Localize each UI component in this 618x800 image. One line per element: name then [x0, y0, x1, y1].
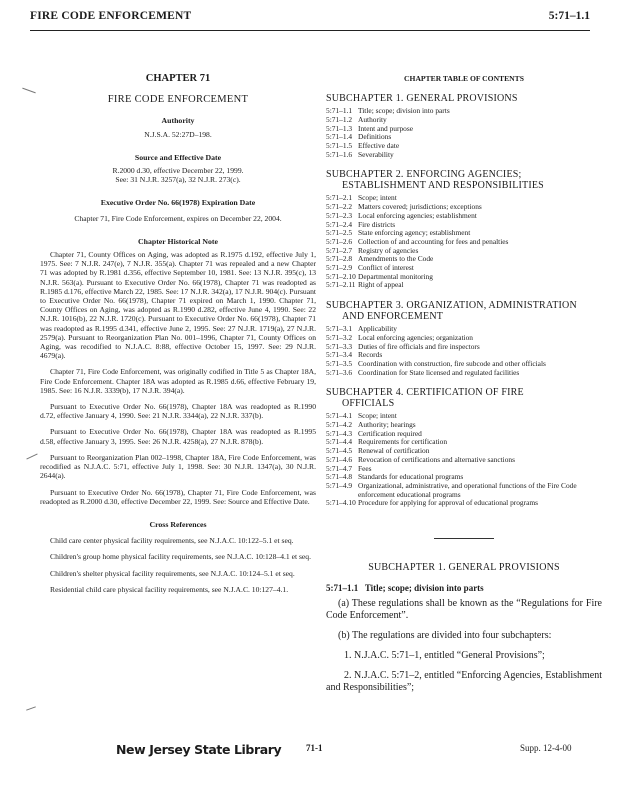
toc-subchapter-2-line-2: ESTABLISHMENT AND RESPONSIBILITIES: [342, 180, 544, 192]
toc-entry-title: Matters covered; jurisdictions; exceptions: [358, 202, 482, 212]
toc-entry-number: 5:71–2.2: [326, 202, 353, 212]
cross-reference-item: Residential child care physical facility requirements, see N.J.A.C. 10:127–4.1.: [50, 584, 289, 594]
section-title: Title; scope; division into parts: [364, 583, 484, 594]
toc-entry-number: 5:71–1.1: [326, 106, 353, 116]
toc-entry-number: 5:71–2.6: [326, 236, 353, 246]
toc-entry-number: 5:71–1.4: [326, 132, 353, 142]
toc-entry-number: 5:71–4.9: [326, 481, 353, 490]
toc-subchapter-3-line-1: SUBCHAPTER 3. ORGANIZATION, ADMINISTRATION: [326, 300, 577, 312]
toc-entry-title: Registry of agencies: [358, 245, 419, 255]
toc-entry: [326, 151, 602, 160]
toc-subchapter-4-line-1: SUBCHAPTER 4. CERTIFICATION OF FIRE: [326, 387, 524, 399]
toc-list-1: [326, 107, 602, 159]
historical-note-heading: Chapter Historical Note: [138, 236, 218, 246]
toc-entry-title: Requirements for certification: [358, 437, 448, 447]
toc-entry-title: Applicability: [358, 324, 397, 334]
section-heading: [326, 584, 602, 593]
cross-reference-item: Children's shelter physical facility requirements, see N.J.A.C. 10:124–5.1 et seq.: [50, 568, 295, 578]
exec-order-text: Chapter 71, Fire Code Enforcement, expires on December 22, 2004.: [74, 213, 282, 223]
toc-entry-title: Authority: [358, 114, 387, 124]
toc-entry: [326, 499, 602, 508]
historical-note-paragraph: Pursuant to Executive Order No. 66(1978), Chapter 18A was readopted as R.1995 d.58, effective January 3, 1995. See: 26 N.J.R. 4258(a), 27 N.J.R. 878(b).: [40, 427, 316, 446]
toc-entry-number: 5:71–4.8: [326, 472, 353, 482]
authority-text: N.J.S.A. 52:27D–198.: [144, 129, 212, 139]
authority-heading: Authority: [161, 116, 195, 126]
toc-entry-title: Authority; hearings: [358, 420, 416, 430]
toc-entry-title: Amendments to the Code: [358, 254, 434, 264]
toc-entry-number: 5:71–1.6: [326, 149, 353, 159]
toc-entry-title: Local enforcing agencies; establishment: [358, 210, 477, 220]
toc-entry-title: Procedure for applying for approval of educational programs: [358, 498, 538, 508]
library-stamp: New Jersey State Library: [116, 742, 282, 757]
toc-entry: [326, 281, 602, 290]
toc-entry: [326, 482, 602, 499]
toc-entry-title: Renewal of certification: [358, 446, 430, 456]
toc-subchapter-3: [326, 300, 602, 322]
toc-entry-number: 5:71–3.5: [326, 358, 353, 368]
toc-entry-number: 5:71–3.4: [326, 350, 353, 360]
toc-entry-title: Collection of and accounting for fees and penalties: [358, 236, 509, 246]
toc-entry-title: Severability: [358, 149, 394, 159]
historical-note-paragraph: Pursuant to Executive Order No. 66(1978), Chapter 71, Fire Code Enforcement, was readopted as R.2000 d.30, effective December 22, 1999. See: Source and Effective Date.: [40, 487, 316, 506]
cross-references-heading: Cross References: [149, 519, 207, 529]
toc-entry-title: Duties of fire officials and fire inspectors: [358, 341, 480, 351]
toc-entry-number: 5:71–3.2: [326, 332, 353, 342]
scan-mark: [26, 454, 37, 460]
toc-entry-number: 5:71–2.1: [326, 193, 353, 203]
toc-entry-number: 5:71–3.6: [326, 367, 353, 377]
toc-entry-number: 5:71–2.9: [326, 263, 353, 273]
toc-entry-title: Departmental monitoring: [358, 271, 433, 281]
section-divider: [434, 538, 494, 539]
chapter-title: FIRE CODE ENFORCEMENT: [107, 94, 249, 106]
toc-entry-title: Coordination with construction, fire subcode and other officials: [358, 358, 546, 368]
historical-note-paragraph: Pursuant to Executive Order No. 66(1978), Chapter 18A was readopted as R.1990 d.72, effective January 4, 1990. See: 21 N.J.R. 3344(a), 22 N.J.R. 337(b).: [40, 402, 316, 421]
toc-entry-number: 5:71–2.10: [326, 271, 356, 281]
toc-entry-number: 5:71–4.10: [326, 498, 356, 508]
toc-subchapter-2: [326, 169, 602, 191]
subchapter-1-heading: SUBCHAPTER 1. GENERAL PROVISIONS: [368, 562, 560, 574]
toc-entry-number: 5:71–2.4: [326, 219, 353, 229]
header-section-number: 5:71–1.1: [548, 10, 590, 22]
toc-subchapter-1: SUBCHAPTER 1. GENERAL PROVISIONS: [326, 93, 518, 105]
toc-entry-number: 5:71–4.5: [326, 446, 353, 456]
toc-entry-number: 5:71–4.6: [326, 454, 353, 464]
toc-subchapter-4: [326, 387, 602, 409]
right-column: [326, 32, 602, 694]
historical-note-paragraph: Chapter 71, County Offices on Aging, was adopted as R.1975 d.192, effective July 1, 1975. See: 7 N.J.R. 247(e), 7 N.J.R. 355(a). Chapter 71 was repealed and a new Chapter 71 was adopted by R.1981 d.356, effective September 10, 1981. See: 13 N.J.R. 395(c), 13 N.J.R. 563(a). Pursuant to Executive Order No. 66(1978), Chapter 71 was readopted as R.1985 d.176, effective March 22, 1985. See: 17 N.J.R. 342(a), 17 N.J.R. 904(c). Pursuant to Executive Order No. 66(1978), Chapter 71 expired on March 1, 1990. Chapter 71, County Offices on Aging, was adopted as R.1990 d.282, effective June 4, 1990. See: 22 N.J.R. 1016(b), 22 N.J.R. 1720(c). Pursuant to Executive Order No. 66(1978), Chapter 71 was readopted as R.1995 d.341, effective June 2, 1995. See: 27 N.J.R. 1719(a), 27 N.J.R. 2579(a). Pursuant to Reorganization Plan No. 001–1996, Chapter 71, County Offices on Aging, was recodified to N.J.A.C. 8:88, effective October 15, 1997. See: 29 N.J.R. 4679(a).: [40, 250, 316, 361]
toc-entry-number: 5:71–2.7: [326, 245, 353, 255]
toc-list-3: [326, 325, 602, 377]
toc-entry-title: Conflict of interest: [358, 263, 414, 273]
historical-note-paragraph: Pursuant to Reorganization Plan 002–1998, Chapter 18A, Fire Code Enforcement, was recodified as N.J.A.C. 5:71, effective July 1, 1998. See: 30 N.J.R. 1347(a), 30 N.J.R. 2644(a).: [40, 452, 316, 481]
toc-entry-title: Title; scope; division into parts: [358, 106, 450, 116]
toc-entry-title: Local enforcing agencies; organization: [358, 332, 473, 342]
list-item-1: 1. N.J.A.C. 5:71–1, entitled “General Provisions”;: [344, 649, 545, 661]
toc-title: CHAPTER TABLE OF CONTENTS: [404, 74, 524, 83]
toc-list-2: [326, 194, 602, 290]
toc-entry-title: Coordination for State licensed and regulated facilities: [358, 367, 520, 377]
toc-entry-title: Definitions: [358, 132, 392, 142]
left-column: [40, 32, 316, 594]
source-line-1: R.2000 d.30, effective December 22, 1999.: [112, 166, 244, 176]
toc-entry-title: Records: [358, 350, 383, 360]
toc-entry-number: 5:71–4.7: [326, 463, 353, 473]
toc-entry-number: 5:71–2.5: [326, 228, 353, 238]
toc-entry-title: Fire districts: [358, 219, 396, 229]
toc-entry-title: Scope; intent: [358, 193, 397, 203]
section-number: 5:71–1.1: [326, 583, 359, 594]
historical-note-paragraph: Chapter 71, Fire Code Enforcement, was originally codified in Title 5 as Chapter 18A, Fire Code Enforcement. Chapter 18A was adopted as R.1985 d.66, effective February 19, 1985. See: 16 N.J.R. 3339(b), 17 N.J.R. 394(a).: [40, 367, 316, 395]
list-item-2: 2. N.J.A.C. 5:71–2, entitled “Enforcing Agencies, Establishment and Responsibilities”;: [326, 669, 603, 693]
toc-entry-number: 5:71–1.3: [326, 123, 353, 133]
scan-mark: [22, 88, 35, 94]
toc-entry-number: 5:71–2.8: [326, 254, 353, 264]
toc-entry-title: Certification required: [358, 428, 422, 438]
toc-entry-title: State enforcing agency; establishment: [358, 228, 471, 238]
page-number: 71-1: [306, 743, 323, 753]
cross-reference-item: Children's group home physical facility requirements, see N.J.A.C. 10:128–4.1 et seq.: [50, 552, 311, 562]
toc-entry-title: Effective date: [358, 141, 400, 151]
toc-entry-number: 5:71–4.2: [326, 420, 353, 430]
toc-entry-number: 5:71–1.5: [326, 141, 353, 151]
toc-entry-number: 5:71–4.3: [326, 428, 353, 438]
toc-entry-title: Fees: [358, 463, 372, 473]
paragraph-b: (b) The regulations are divided into four subchapters:: [338, 629, 552, 641]
toc-entry-number: 5:71–2.11: [326, 280, 356, 290]
toc-entry-number: 5:71–1.2: [326, 114, 353, 124]
running-header: [30, 8, 590, 31]
cross-reference-item: Child care center physical facility requirements, see N.J.A.C. 10:122–5.1 et seq.: [50, 536, 294, 546]
toc-entry-title: Revocation of certifications and alternative sanctions: [358, 454, 515, 464]
toc-list-4: [326, 412, 602, 508]
toc-entry-title: Standards for educational programs: [358, 472, 464, 482]
toc-subchapter-4-line-2: OFFICIALS: [342, 398, 395, 410]
toc-entry-title: Scope; intent: [358, 411, 397, 421]
chapter-number: CHAPTER 71: [145, 73, 211, 84]
toc-entry-title: Intent and purpose: [358, 123, 414, 133]
toc-subchapter-3-line-2: AND ENFORCEMENT: [342, 311, 444, 323]
source-heading: Source and Effective Date: [134, 152, 222, 162]
toc-entry-number: 5:71–4.4: [326, 437, 353, 447]
toc-entry-number: 5:71–2.3: [326, 210, 353, 220]
header-title: FIRE CODE ENFORCEMENT: [30, 10, 192, 22]
paragraph-a: (a) These regulations shall be known as the “Regulations for Fire Code Enforcement”.: [326, 597, 602, 621]
scan-mark: [26, 706, 36, 710]
toc-subchapter-2-line-1: SUBCHAPTER 2. ENFORCING AGENCIES;: [326, 169, 522, 181]
source-line-2: See: 31 N.J.R. 3257(a), 32 N.J.R. 273(c).: [115, 175, 241, 185]
toc-entry-number: 5:71–3.3: [326, 341, 353, 351]
toc-entry-title: Organizational, administrative, and operational functions of the Fire Code enforcement educational programs: [358, 481, 577, 499]
supplement-date: Supp. 12-4-00: [520, 743, 572, 753]
toc-entry: [326, 369, 602, 378]
toc-entry-number: 5:71–4.1: [326, 411, 353, 421]
exec-order-heading: Executive Order No. 66(1978) Expiration Date: [100, 198, 256, 208]
toc-entry-title: Right of appeal: [358, 280, 404, 290]
toc-entry-number: 5:71–3.1: [326, 324, 353, 334]
